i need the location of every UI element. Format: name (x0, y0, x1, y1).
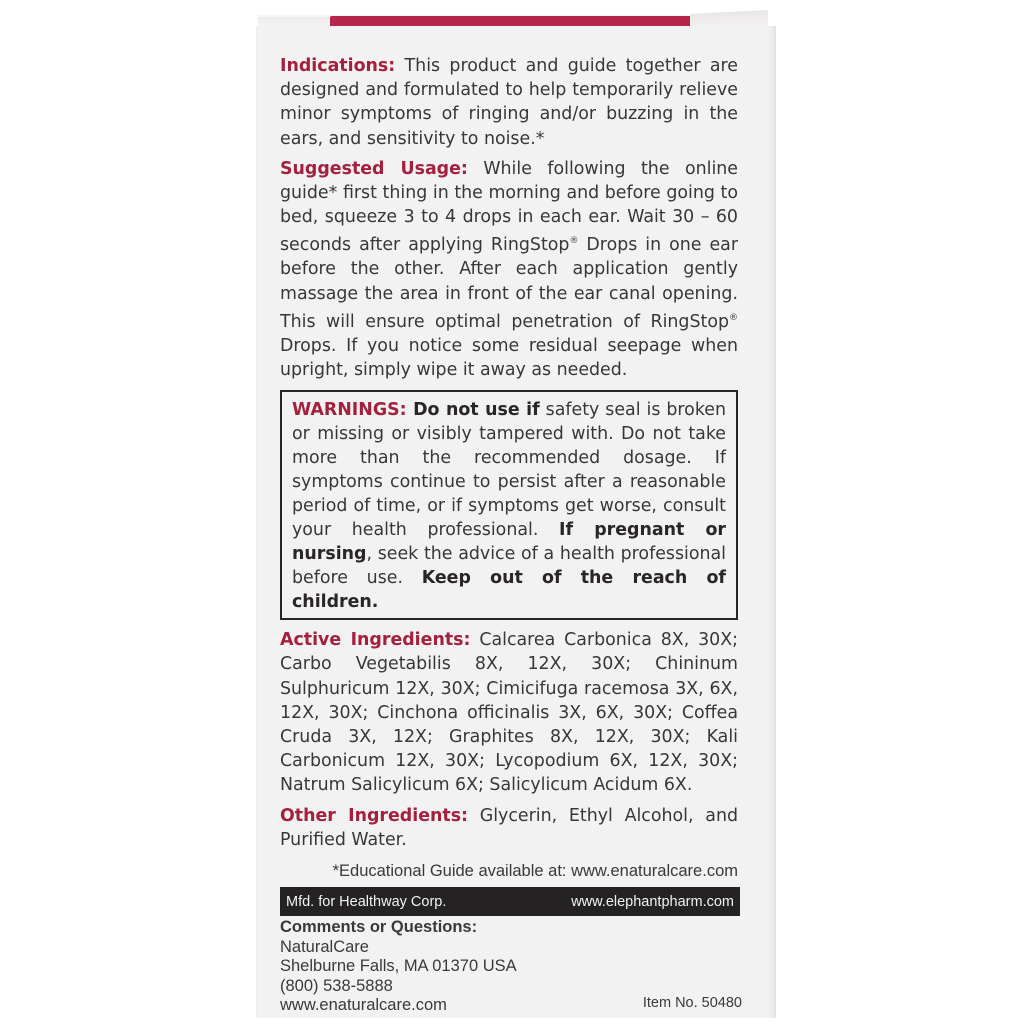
other-ingredients-section (280, 804, 738, 852)
registered-mark: ® (729, 312, 738, 323)
manufacturer-website: www.elephantpharm.com (571, 893, 734, 910)
label-content (280, 54, 742, 1016)
registered-mark: ® (569, 236, 579, 247)
indications-section (280, 54, 738, 151)
other-ingredients-text: Glycerin, Ethyl Alcohol, and Purified Water. (280, 805, 738, 850)
active-ingredients-section (280, 628, 738, 797)
indications-text: This product and guide together are designed and formulated to help temporarily relieve minor symptoms of ringing and/or buzzing in the ears, and sensitivity to noise.* (280, 56, 738, 149)
contact-website: www.enaturalcare.com (280, 996, 447, 1015)
warnings-label: WARNINGS: (292, 400, 407, 421)
warnings-bold-2: If pregnant or nursing (292, 520, 727, 565)
indications-label: Indications: (280, 56, 396, 76)
warnings-text-2: , seek the advice of a health professional before use. (292, 544, 726, 589)
contact-company: NaturalCare (280, 937, 369, 956)
box-side-edge (766, 26, 775, 1018)
usage-text-1: While following the online guide* first thing in the morning and before going to bed, squeeze 3 to 4 drops in each ear. Wait 30 – 60 seconds after applying RingStop (280, 158, 739, 256)
warnings-text-1: safety seal is broken or missing or visibly tampered with. Do not take more than the recommended dosage. If symptoms continue to persist after a reasonable period of time, or if symptoms get worse, consult your health professional. (292, 400, 726, 541)
active-ingredients-label: Active Ingredients: (280, 630, 471, 651)
item-number: Item No. 50480 (642, 995, 742, 1012)
manufacturer-bar (280, 887, 740, 916)
manufacturer-text: Mfd. for Healthway Corp. (286, 893, 447, 910)
contact-heading: Comments or Questions: (280, 918, 478, 937)
warnings-box (280, 390, 738, 620)
active-ingredients-text: Calcarea Carbonica 8X, 30X; Carbo Vegetabilis 8X, 12X, 30X; Chininum Sulphuricum 12X, 30X; Cimicifuga racemosa 3X, 6X, 12X, 30X; Cinchona officinalis 3X, 6X, 30X; Coffea Cruda 3X, 12X; Graphites 8X, 12X, 30X; Kali Carbonicum 12X, 30X; Lycopodium 6X, 12X, 30X; Natrum Salicylicum 6X; Salicylicum Acidum 6X. (280, 630, 738, 796)
warnings-text (292, 398, 726, 614)
warnings-bold-1: Do not use if (406, 400, 540, 421)
usage-text-2: Drops in one ear before the other. After each application gently massage the area in front of the ear canal opening. This will ensure optimal penetration of RingStop (280, 235, 738, 332)
other-ingredients-label: Other Ingredients: (280, 805, 468, 826)
contact-block (280, 918, 742, 1016)
usage-label: Suggested Usage: (280, 158, 468, 179)
warnings-bold-3: Keep out of the reach of children. (292, 568, 726, 613)
contact-phone: (800) 538-5888 (280, 976, 393, 995)
usage-section (280, 157, 738, 382)
educational-guide-footnote: *Educational Guide available at: www.enaturalcare.com (332, 862, 738, 881)
usage-text-3: Drops. If you notice some residual seepage when upright, simply wipe it away as needed. (280, 335, 738, 381)
contact-address: Shelburne Falls, MA 01370 USA (280, 957, 517, 976)
